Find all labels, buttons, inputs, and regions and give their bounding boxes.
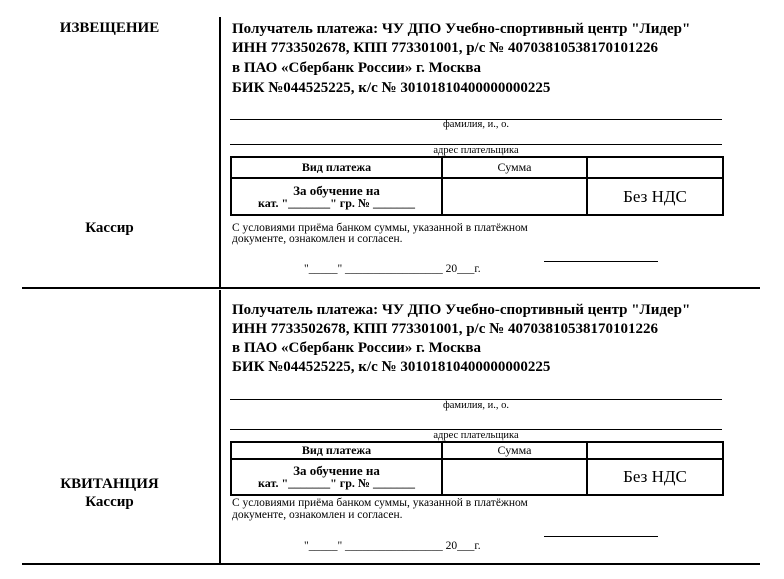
sum-cell bbox=[442, 459, 587, 495]
signature-line bbox=[544, 536, 658, 537]
header-empty-cell bbox=[587, 442, 723, 459]
signature-line bbox=[544, 261, 658, 262]
vat-cell: Без НДС bbox=[587, 459, 723, 495]
payer-name-caption: фамилия, и., о. bbox=[442, 400, 510, 411]
payer-name-caption: фамилия, и., о. bbox=[442, 119, 510, 130]
header-payment-type: Вид платежа bbox=[231, 157, 442, 178]
sum-cell bbox=[442, 178, 587, 215]
date-line: "_____" _________________ 20___г. bbox=[304, 540, 481, 552]
payment-purpose-line-2: кат. "_______" гр. № _______ bbox=[258, 476, 415, 490]
agreement-line-2: документе, ознакомлен и согласен. bbox=[232, 233, 403, 245]
payment-purpose-line-1: За обучение на bbox=[293, 182, 380, 198]
agreement-line-1: С условиями приёма банком суммы, указанной в платёжном bbox=[232, 497, 528, 509]
recipient-line-2: ИНН 7733502678, КПП 773301001, р/с № 40703810538170101226 bbox=[232, 321, 658, 337]
notice-cashier-label: Кассир bbox=[85, 220, 134, 236]
agreement-line-1: С условиями приёма банком суммы, указанной в платёжном bbox=[232, 222, 528, 234]
receipt-cashier-label: Кассир bbox=[85, 494, 134, 510]
vertical-divider-top bbox=[219, 17, 221, 287]
header-sum: Сумма bbox=[442, 442, 587, 459]
date-line: "_____" _________________ 20___г. bbox=[304, 263, 481, 275]
section-divider bbox=[22, 287, 760, 289]
recipient-line-4: БИК №044525225, к/с № 30101810400000000225 bbox=[232, 359, 551, 375]
recipient-line-4: БИК №044525225, к/с № 30101810400000000225 bbox=[232, 80, 551, 96]
recipient-line-2: ИНН 7733502678, КПП 773301001, р/с № 40703810538170101226 bbox=[232, 40, 658, 56]
notice-title: ИЗВЕЩЕНИЕ bbox=[59, 20, 160, 36]
vertical-divider-bottom bbox=[219, 290, 221, 564]
payment-table bbox=[230, 441, 724, 496]
payment-table bbox=[230, 156, 724, 216]
receipt-title: КВИТАНЦИЯ bbox=[60, 476, 159, 492]
recipient-line-3: в ПАО «Сбербанк России» г. Москва bbox=[232, 340, 481, 356]
recipient-line-3: в ПАО «Сбербанк России» г. Москва bbox=[232, 60, 481, 76]
payer-address-caption: адрес плательщика bbox=[433, 430, 519, 441]
header-sum: Сумма bbox=[442, 157, 587, 178]
payment-purpose-line-2: кат. "_______" гр. № _______ bbox=[258, 195, 415, 210]
agreement-line-2: документе, ознакомлен и согласен. bbox=[232, 509, 403, 521]
bottom-border bbox=[22, 563, 760, 565]
recipient-line-1: Получатель платежа: ЧУ ДПО Учебно-спортивный центр "Лидер" bbox=[232, 302, 691, 318]
payment-purpose-line-1: За обучение на bbox=[293, 463, 380, 478]
payment-purpose-cell bbox=[231, 178, 442, 215]
payment-purpose-cell bbox=[231, 459, 442, 495]
vat-cell: Без НДС bbox=[587, 178, 723, 215]
payer-address-caption: адрес плательщика bbox=[433, 145, 519, 156]
header-empty-cell bbox=[587, 157, 723, 178]
recipient-line-1: Получатель платежа: ЧУ ДПО Учебно-спортивный центр "Лидер" bbox=[232, 21, 691, 37]
header-payment-type: Вид платежа bbox=[231, 442, 442, 459]
